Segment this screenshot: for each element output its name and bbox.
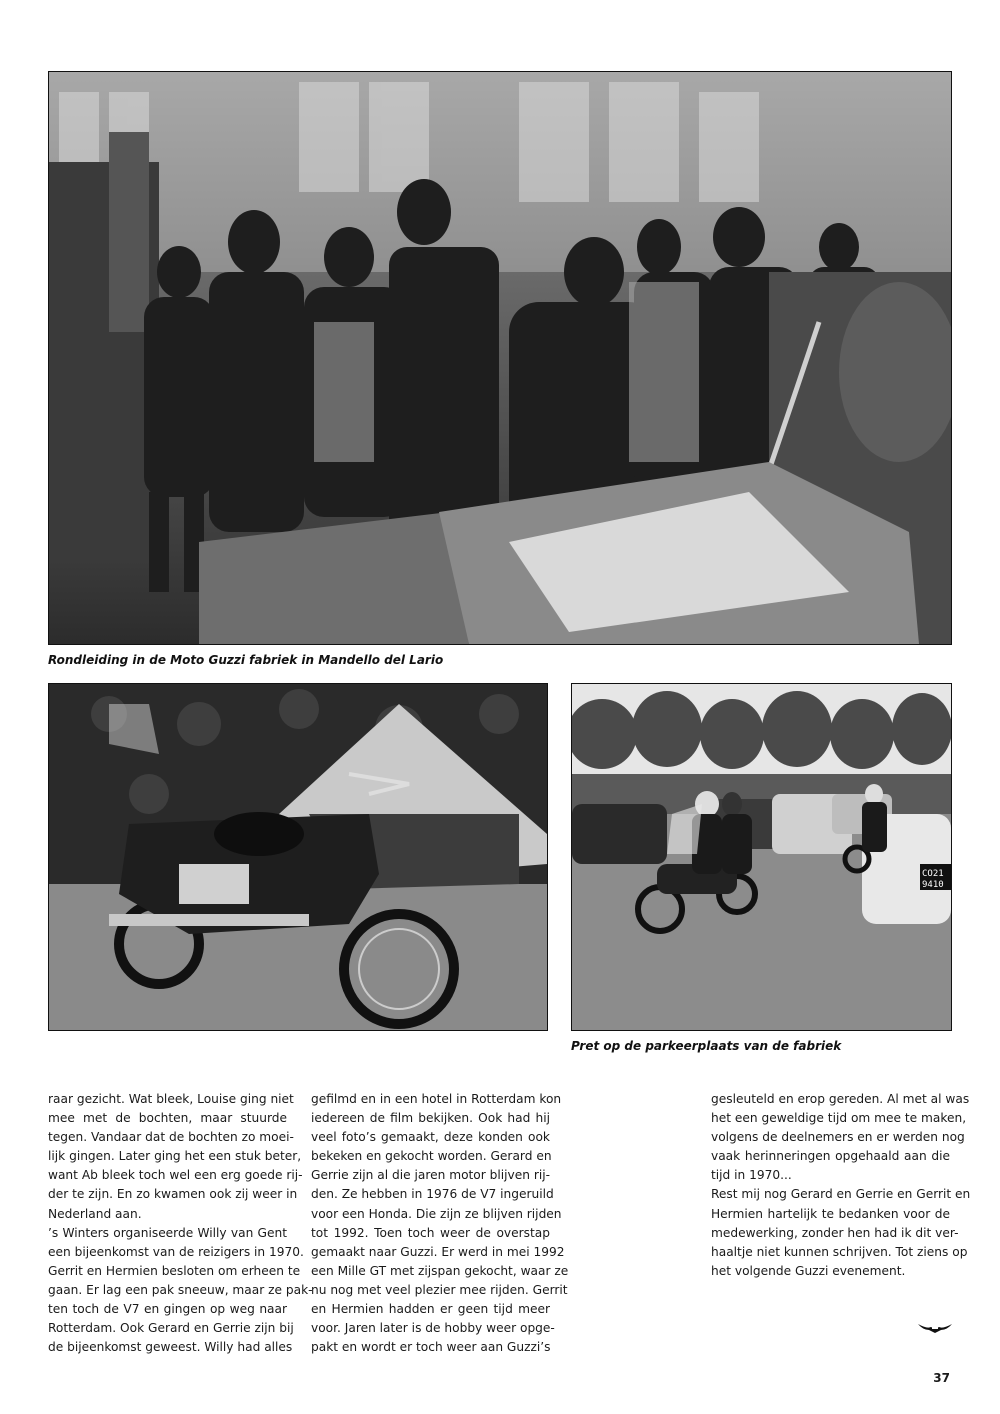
column-1-line: Rotterdam. Ook Gerard en Gerrie zijn bij <box>48 1321 294 1336</box>
column-2-line: den. Ze hebben in 1976 de V7 ingeruild <box>311 1187 554 1202</box>
column-3-line: gesleuteld en erop gereden. Al met al was <box>711 1092 970 1106</box>
text-column-2 <box>311 1090 569 1357</box>
column-1-line: der te zijn. En zo kwamen ook zij weer in <box>48 1187 298 1202</box>
column-2-line: gefilmd en in een hotel in Rotterdam kon <box>311 1092 562 1106</box>
page-number: 37 <box>933 1371 950 1385</box>
column-2-line: en Hermien hadden er geen tijd meer <box>311 1302 550 1317</box>
column-3-line: tijd in 1970... <box>711 1168 792 1183</box>
column-1-line: ten toch de V7 en gingen op weg naar <box>48 1302 287 1317</box>
column-1-line: tegen. Vandaar dat de bochten zo moei- <box>48 1130 294 1145</box>
column-3-line: vaak herinneringen opgehaald aan die <box>711 1149 950 1164</box>
license-plate-line1: CO21 <box>922 869 944 879</box>
column-3-line: medewerking, zonder hen had ik dit ver- <box>711 1225 959 1240</box>
column-3-line: volgens de deelnemers en er werden nog <box>711 1130 965 1145</box>
column-1-line: lijk gingen. Later ging het een stuk beter, <box>48 1149 302 1164</box>
column-1-line: de bijeenkomst geweest. Willy had alles <box>48 1340 293 1355</box>
column-1-line: mee met de bochten, maar stuurde <box>48 1111 287 1126</box>
column-1-line: Nederland aan. <box>48 1206 142 1221</box>
text-column-1 <box>48 1090 313 1357</box>
parking-lot-photo <box>571 683 952 1031</box>
motorcycle-tent-photo <box>48 683 548 1031</box>
column-2-line: pakt en wordt er toch weer aan Guzzi’s <box>311 1340 551 1355</box>
column-3-line: Hermien hartelijk te bedanken voor de <box>711 1206 950 1221</box>
right-photo-caption: Pret op de parkeerplaats van de fabriek <box>571 1039 842 1053</box>
text-column-3 <box>711 1090 971 1281</box>
top-photo-caption: Rondleiding in de Moto Guzzi fabriek in Mandello del Lario <box>48 653 444 667</box>
column-2-line: een Mille GT met zijspan gekocht, waar ze <box>311 1263 569 1278</box>
column-2-line: gemaakt naar Guzzi. Er werd in mei 1992 <box>311 1244 565 1259</box>
column-1-line: Gerrit en Hermien besloten om erheen te <box>48 1263 301 1278</box>
column-2-line: voor een Honda. Die zijn ze blijven rijden <box>311 1206 562 1221</box>
factory-tour-photo <box>48 71 952 645</box>
license-plate-line2: 9410 <box>922 880 944 890</box>
column-2-line: tot 1992. Toen toch weer de overstap <box>311 1225 550 1240</box>
column-3-line: haaltje niet kunnen schrijven. Tot ziens op <box>711 1244 968 1259</box>
column-2-line: Gerrie zijn al die jaren motor blijven rij- <box>311 1168 551 1183</box>
column-1-line: want Ab bleek toch wel een erg goede rij- <box>48 1168 303 1183</box>
column-1-line: ’s Winters organiseerde Willy van Gent <box>48 1225 287 1240</box>
moto-guzzi-eagle-icon <box>917 1320 953 1334</box>
column-3-line: het een geweldige tijd om mee te maken, <box>711 1111 967 1126</box>
column-1-line: raar gezicht. Wat bleek, Louise ging niet <box>48 1092 294 1106</box>
column-1-line: gaan. Er lag een pak sneeuw, maar ze pak- <box>48 1282 313 1297</box>
column-2-line: veel foto’s gemaakt, deze konden ook <box>311 1130 550 1145</box>
column-2-line: iedereen de film bekijken. Ook had hij <box>311 1111 550 1126</box>
column-3-line: Rest mij nog Gerard en Gerrie en Gerrit en <box>711 1187 971 1202</box>
column-2-line: bekeken en gekocht worden. Gerard en <box>311 1149 552 1164</box>
column-3-line: het volgende Guzzi evenement. <box>711 1263 906 1278</box>
column-2-line: nu nog met veel plezier mee rijden. Gerrit <box>311 1282 568 1297</box>
column-1-line: een bijeenkomst van de reizigers in 1970. <box>48 1244 304 1259</box>
column-2-line: voor. Jaren later is de hobby weer opge- <box>311 1321 555 1336</box>
